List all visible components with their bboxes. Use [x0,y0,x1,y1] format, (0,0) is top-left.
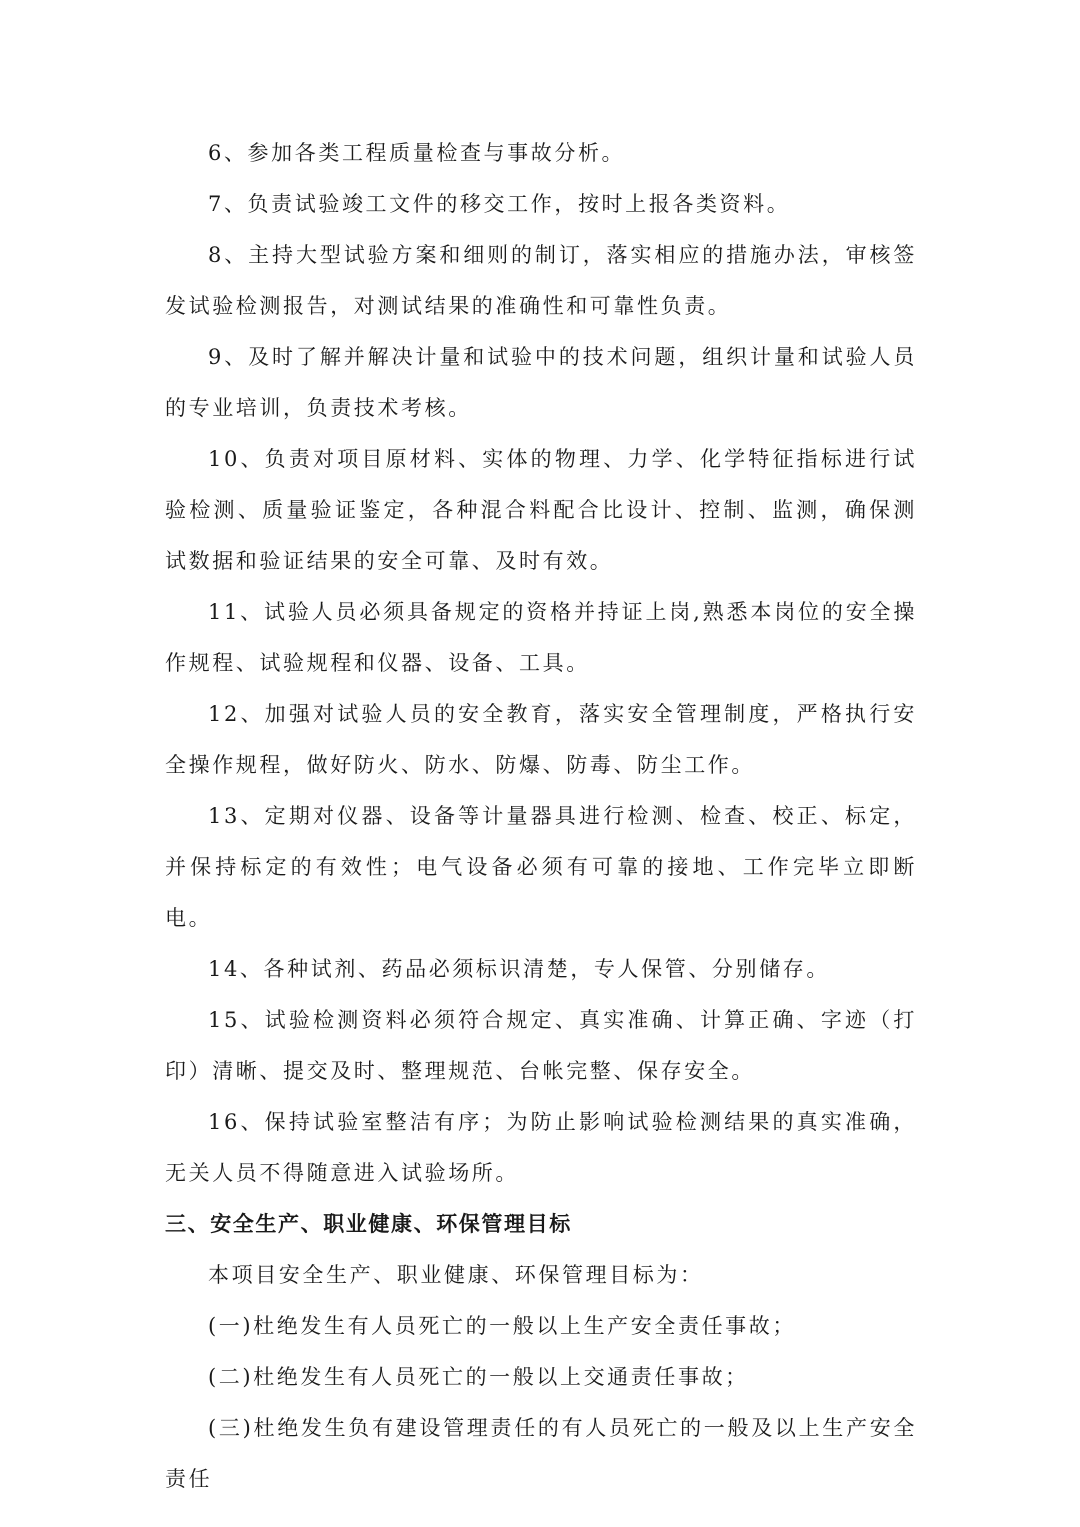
item-6: 6、参加各类工程质量检查与事故分析。 [208,141,626,165]
item-14: 14、各种试剂、药品必须标识清楚，专人保管、分别储存。 [208,957,830,981]
item-9: 9、及时了解并解决计量和试验中的技术问题，组织计量和试验人员的专业培训，负责技术考核。 [165,345,917,420]
goal-3: (三)杜绝发生负有建设管理责任的有人员死亡的一般及以上生产安全责任 [165,1416,917,1491]
item-12: 12、加强对试验人员的安全教育，落实安全管理制度，严格执行安全操作规程，做好防火、防水、防爆、防毒、防尘工作。 [165,702,917,777]
item-10: 10、负责对项目原材料、实体的物理、力学、化学特征指标进行试验检测、质量验证鉴定，各种混合料配合比设计、控制、监测，确保测试数据和验证结果的安全可靠、及时有效。 [165,447,917,573]
goal-1: (一)杜绝发生有人员死亡的一般以上生产安全责任事故； [208,1314,796,1338]
item-8: 8、主持大型试验方案和细则的制订，落实相应的措施办法，审核签发试验检测报告，对测试结果的准确性和可靠性负责。 [165,243,917,318]
item-15: 15、试验检测资料必须符合规定、真实准确、计算正确、字迹（打印）清晰、提交及时、整理规范、台帐完整、保存安全。 [165,1008,917,1083]
section-intro: 本项目安全生产、职业健康、环保管理目标为： [208,1263,704,1287]
item-7: 7、负责试验竣工文件的移交工作，按时上报各类资料。 [208,192,791,216]
document-body [165,128,917,1505]
section-heading: 三、安全生产、职业健康、环保管理目标 [165,1212,572,1236]
goal-2: (二)杜绝发生有人员死亡的一般以上交通责任事故； [208,1365,749,1389]
item-11: 11、试验人员必须具备规定的资格并持证上岗,熟悉本岗位的安全操作规程、试验规程和仪器、设备、工具。 [165,600,917,675]
item-16: 16、保持试验室整洁有序；为防止影响试验检测结果的真实准确，无关人员不得随意进入试验场所。 [165,1110,917,1185]
item-13: 13、定期对仪器、设备等计量器具进行检测、检查、校正、标定，并保持标定的有效性；电气设备必须有可靠的接地、工作完毕立即断电。 [165,804,917,930]
